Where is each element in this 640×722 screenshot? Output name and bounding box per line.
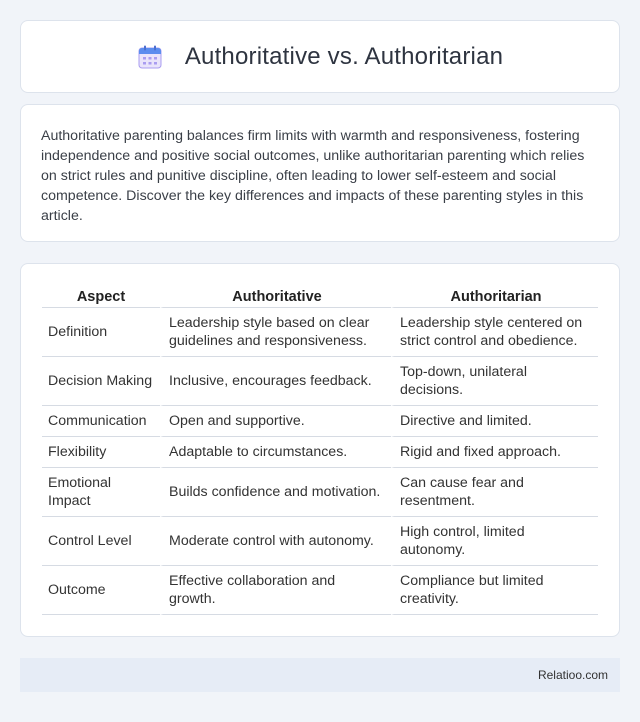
authoritarian-cell: Top-down, unilateral decisions. (391, 357, 598, 406)
aspect-cell: Flexibility (42, 437, 160, 468)
table-row (42, 468, 598, 517)
aspect-cell: Outcome (42, 566, 160, 615)
aspect-cell: Communication (42, 406, 160, 437)
intro-card (20, 104, 620, 242)
authoritative-cell: Adaptable to circumstances. (160, 437, 391, 468)
table-row (42, 566, 598, 615)
table-header-row (42, 284, 598, 308)
table-row (42, 357, 598, 406)
footer (20, 658, 620, 692)
page-title: Authoritative vs. Authoritarian (184, 42, 504, 70)
comparison-table (42, 284, 598, 615)
column-header-authoritarian: Authoritarian (391, 284, 598, 308)
aspect-cell: Emotional Impact (42, 468, 160, 517)
table-row (42, 308, 598, 357)
authoritarian-cell: High control, limited autonomy. (391, 517, 598, 566)
authoritarian-cell: Directive and limited. (391, 406, 598, 437)
table-row (42, 437, 598, 468)
aspect-cell: Definition (42, 308, 160, 357)
intro-text: Authoritative parenting balances firm limits with warmth and responsiveness, fostering independence and positive social outcomes, unlike authoritarian parenting which relies on strict rules and punitive discipline, often leading to lower self-esteem and social competence. Discover the key differences and impacts of these parenting styles in this article. (41, 128, 585, 224)
column-header-authoritative: Authoritative (160, 284, 391, 308)
footer-brand: Relatioo.com (537, 668, 608, 682)
comparison-table-card (20, 263, 620, 637)
authoritarian-cell: Leadership style centered on strict control and obedience. (391, 308, 598, 357)
authoritative-cell: Open and supportive. (160, 406, 391, 437)
aspect-cell: Control Level (42, 517, 160, 566)
aspect-cell: Decision Making (42, 357, 160, 406)
header-card (20, 20, 620, 93)
authoritarian-cell: Can cause fear and resentment. (391, 468, 598, 517)
authoritarian-cell: Rigid and fixed approach. (391, 437, 598, 468)
authoritative-cell: Builds confidence and motivation. (160, 468, 391, 517)
table-row (42, 406, 598, 437)
calendar-icon (137, 44, 163, 70)
authoritative-cell: Moderate control with autonomy. (160, 517, 391, 566)
column-header-aspect: Aspect (42, 284, 160, 308)
authoritative-cell: Inclusive, encourages feedback. (160, 357, 391, 406)
authoritative-cell: Effective collaboration and growth. (160, 566, 391, 615)
table-row (42, 517, 598, 566)
authoritative-cell: Leadership style based on clear guidelines and responsiveness. (160, 308, 391, 357)
authoritarian-cell: Compliance but limited creativity. (391, 566, 598, 615)
